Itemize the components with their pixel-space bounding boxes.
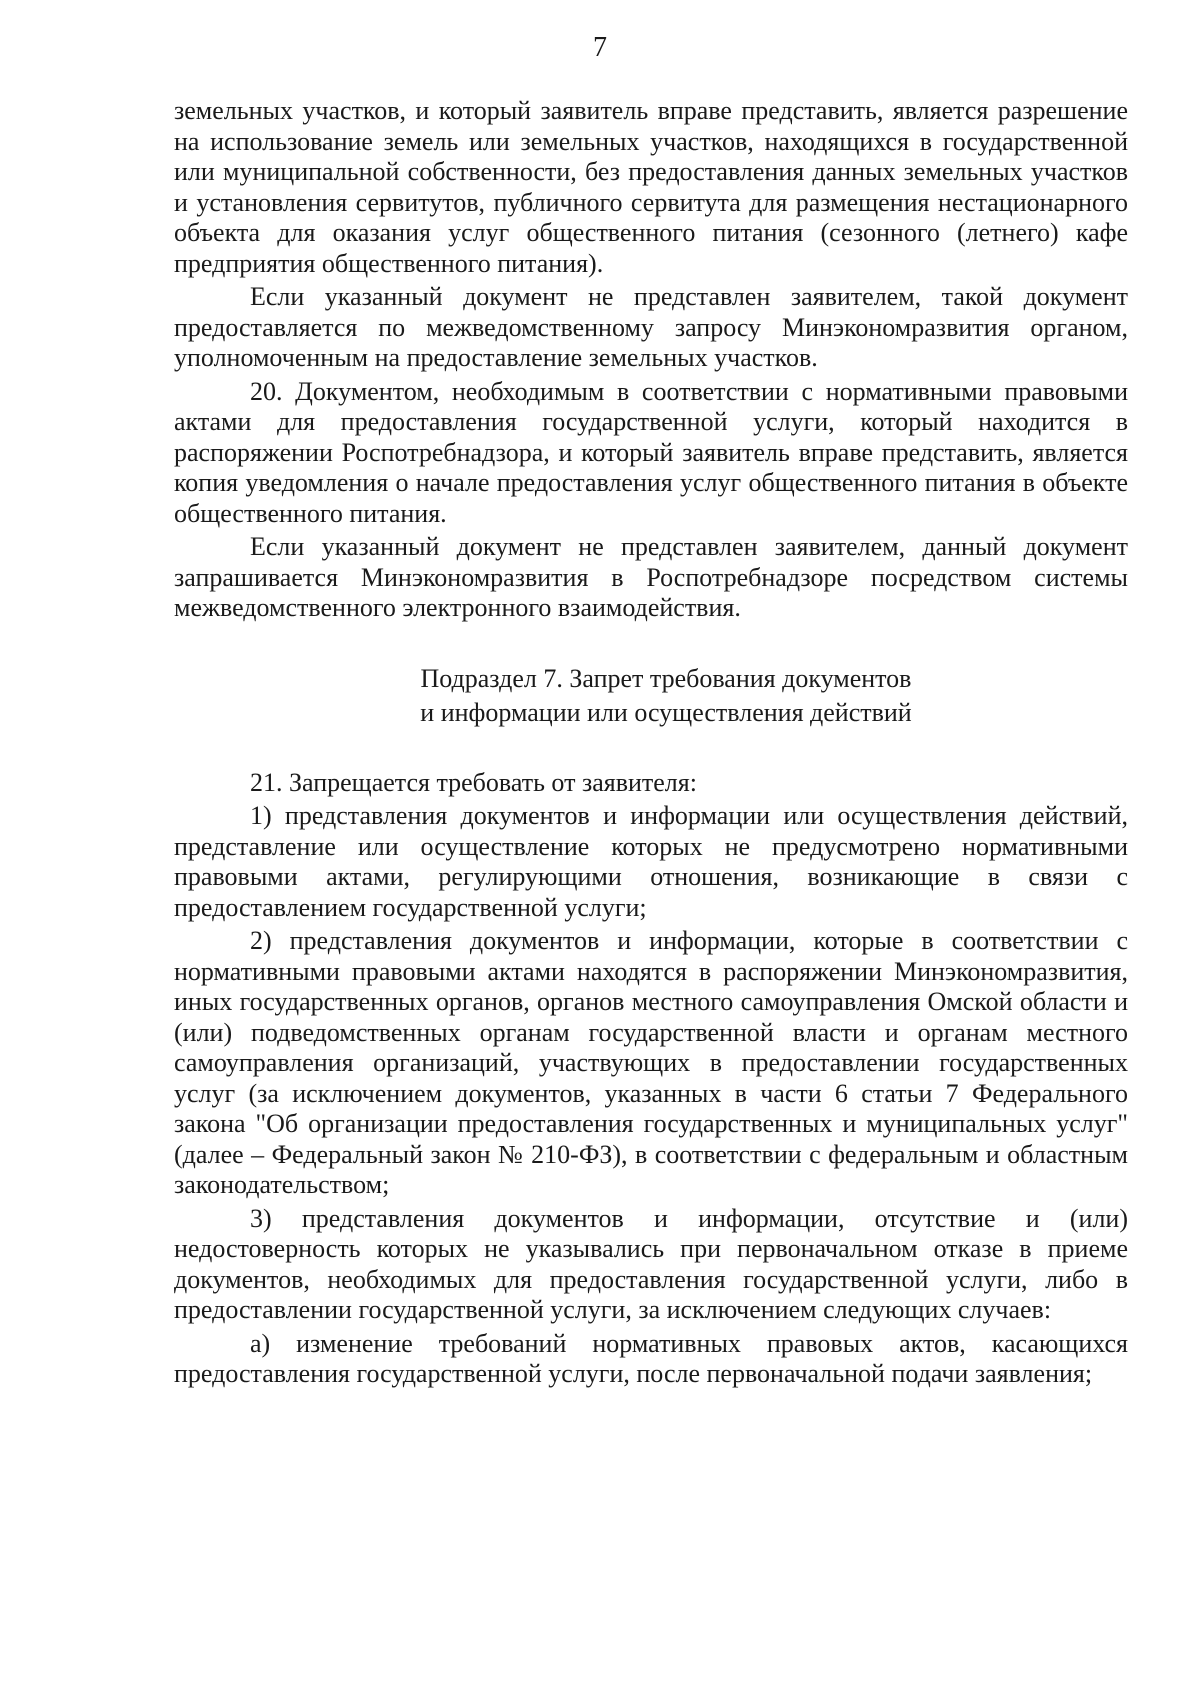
- subsection-heading-line-2: и информации или осуществления действий: [420, 697, 912, 727]
- paragraph: Если указанный документ не представлен заявителем, такой документ предоставляется по межведомственному запросу Минэкономразвития органом, уполномоченным на предоставление земельных участков.: [174, 282, 1128, 372]
- document-body: [174, 96, 1128, 1393]
- subsection-heading-line-1: Подраздел 7. Запрет требования документов: [420, 663, 912, 693]
- paragraph-item-21: 21. Запрещается требовать от заявителя:: [250, 767, 697, 797]
- list-item-3: 3) представления документов и информации, отсутствие и (или) недостоверность которых не указывались при первоначальном отказе в приеме документов, необходимых для предоставления государственной услуги, либо в предоставлении государственной услуги, за исключением следующих случаев:: [174, 1203, 1128, 1324]
- list-item-3a: а) изменение требований нормативных правовых актов, касающихся предоставления государственной услуги, после первоначальной подачи заявления;: [174, 1328, 1128, 1388]
- paragraph: земельных участков, и который заявитель вправе представить, является разрешение на использование земель или земельных участков, находящихся в государственной или муниципальной собственности, без предоставления данных земельных участков и установления сервитутов, публичного сервитута для размещения нестационарного объекта для оказания услуг общественного питания (сезонного (летнего) кафе предприятия общественного питания).: [174, 96, 1128, 278]
- paragraph-item-20: 20. Документом, необходимым в соответствии с нормативными правовыми актами для предоставления государственной услуги, который находится в распоряжении Роспотребнадзора, и который заявитель вправе представить, является копия уведомления о начале предоставления услуг общественного питания в объекте общественного питания.: [174, 376, 1128, 528]
- list-item-1: 1) представления документов и информации или осуществления действий, представление или осуществление которых не предусмотрено нормативными правовыми актами, регулирующими отношения, возникающие в связи с предоставлением государственной услуги;: [174, 801, 1128, 922]
- page-number: 7: [593, 32, 607, 63]
- paragraph: Если указанный документ не представлен заявителем, данный документ запрашивается Минэкономразвития в Роспотребнадзоре посредством системы межведомственного электронного взаимодействия.: [174, 532, 1128, 622]
- list-item-2: 2) представления документов и информации, которые в соответствии с нормативными правовыми актами находятся в распоряжении Минэкономразвития, иных государственных органов, органов местного самоуправления Омской области и (или) подведомственных органам государственной власти и органам местного самоуправления организаций, участвующих в предоставлении государственных услуг (за исключением документов, указанных в части 6 статьи 7 Федерального закона "Об организации предоставления государственных и муниципальных услуг" (далее – Федеральный закон № 210-ФЗ), в соответствии с федеральным и областным законодательством;: [174, 926, 1128, 1199]
- subsection-heading: [174, 662, 1128, 730]
